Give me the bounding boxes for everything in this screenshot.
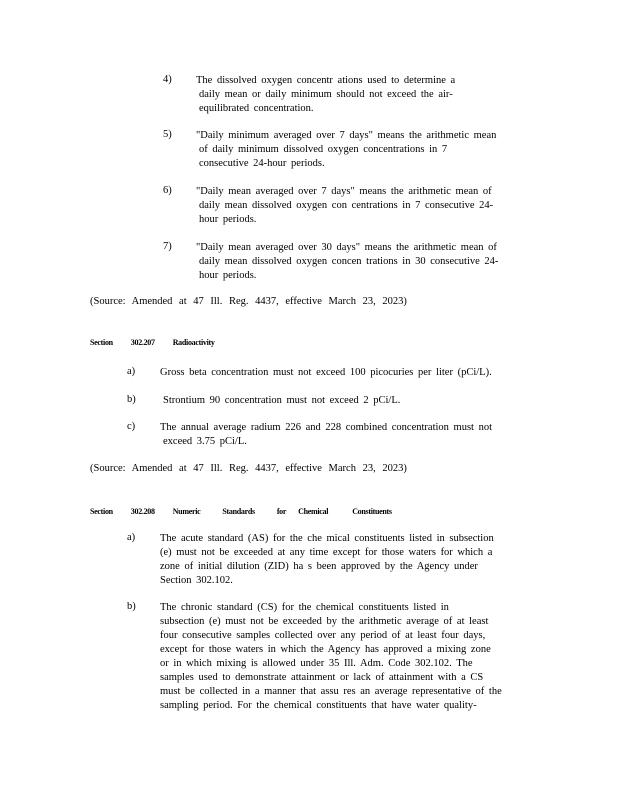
item-number: a): [127, 366, 136, 377]
text-line: equilibrated concentration.: [199, 103, 314, 114]
item-text: [163, 394, 400, 408]
text-line: "Daily mean averaged over 30 days" means the arithmetic mean of: [196, 242, 497, 253]
text-line: must be collected in a manner that assu res an average representative of the: [160, 686, 502, 697]
section-label: Section: [90, 338, 113, 347]
item-number: 7): [163, 241, 172, 252]
item-number: a): [127, 532, 136, 543]
text-line: "Daily minimum averaged over 7 days" means the arithmetic mean: [196, 130, 497, 141]
item-number: 6): [163, 185, 172, 196]
text-line: daily mean dissolved oxygen con centrations in 7 consecutive 24-: [199, 200, 494, 211]
text-line: "Daily mean averaged over 7 days" means the arithmetic mean of: [196, 186, 492, 197]
text-line: The annual average radium 226 and 228 combined concentration must not: [160, 422, 492, 433]
section-title: Radioactivity: [172, 338, 215, 347]
section-heading: [90, 338, 233, 347]
text-line: The dissolved oxygen concentr ations used to determine a: [196, 75, 456, 86]
text-line: hour periods.: [199, 270, 257, 281]
item-text: [160, 421, 492, 449]
text-line: consecutive 24-hour periods.: [199, 158, 325, 169]
item-number: 4): [163, 74, 172, 85]
item-text: [196, 241, 498, 283]
text-line: of daily minimum dissolved oxygen concentrations in 7: [199, 144, 448, 155]
item-number: c): [127, 421, 136, 432]
item-text: [160, 366, 492, 380]
text-line: four consecutive samples collected over any period of at least four days,: [160, 630, 486, 641]
text-line: daily mean dissolved oxygen concen trations in 30 consecutive 24-: [199, 256, 499, 267]
section-number: 302.207: [130, 338, 155, 347]
text-line: Gross beta concentration must not exceed 100 picocuries per liter (pCi/L).: [160, 367, 492, 378]
text-line: zone of initial dilution (ZID) ha s been approved by the Agency under: [160, 561, 478, 572]
section-title-word: for: [276, 507, 287, 516]
text-line: Section 302.102.: [160, 575, 233, 586]
text-line: except for those waters in which the Agency has approved a mixing zone: [160, 644, 491, 655]
section-label: Section: [90, 507, 113, 516]
text-line: The chronic standard (CS) for the chemical constituents listed in: [160, 602, 449, 613]
text-line: daily mean or daily minimum should not exceed the air-: [199, 89, 453, 100]
source-note: (Source: Amended at 47 Ill. Reg. 4437, effective March 23, 2023): [90, 296, 407, 307]
text-line: (e) must not be exceeded at any time except for those waters for which a: [160, 547, 493, 558]
item-number: 5): [163, 129, 172, 140]
section-number: 302.208: [130, 507, 155, 516]
section-title-word: Constituents: [352, 507, 392, 516]
text-line: Strontium 90 concentration must not exceed 2 pCi/L.: [163, 395, 401, 406]
section-title-word: Chemical: [298, 507, 329, 516]
section-title-word: Standards: [222, 507, 255, 516]
item-text: [196, 129, 496, 171]
text-line: or in which mixing is allowed under 35 Ill. Adm. Code 302.102. The: [160, 658, 473, 669]
text-line: samples used to demonstrate attainment or lack of attainment with a CS: [160, 672, 484, 683]
text-line: exceed 3.75 pCi/L.: [163, 436, 247, 447]
section-heading: [90, 507, 410, 516]
item-text: [160, 532, 494, 588]
text-line: hour periods.: [199, 214, 257, 225]
text-line: The acute standard (AS) for the che mical constituents listed in subsection: [160, 533, 494, 544]
item-text: [160, 601, 502, 713]
text-line: subsection (e) must not be exceeded by the arithmetic average of at least: [160, 616, 489, 627]
item-number: b): [127, 601, 136, 612]
text-line: sampling period. For the chemical constituents that have water quality-: [160, 700, 477, 711]
item-number: b): [127, 394, 136, 405]
item-text: [196, 74, 455, 116]
item-text: [196, 185, 493, 227]
section-title-word: Numeric: [172, 507, 201, 516]
source-note: (Source: Amended at 47 Ill. Reg. 4437, effective March 23, 2023): [90, 463, 407, 474]
